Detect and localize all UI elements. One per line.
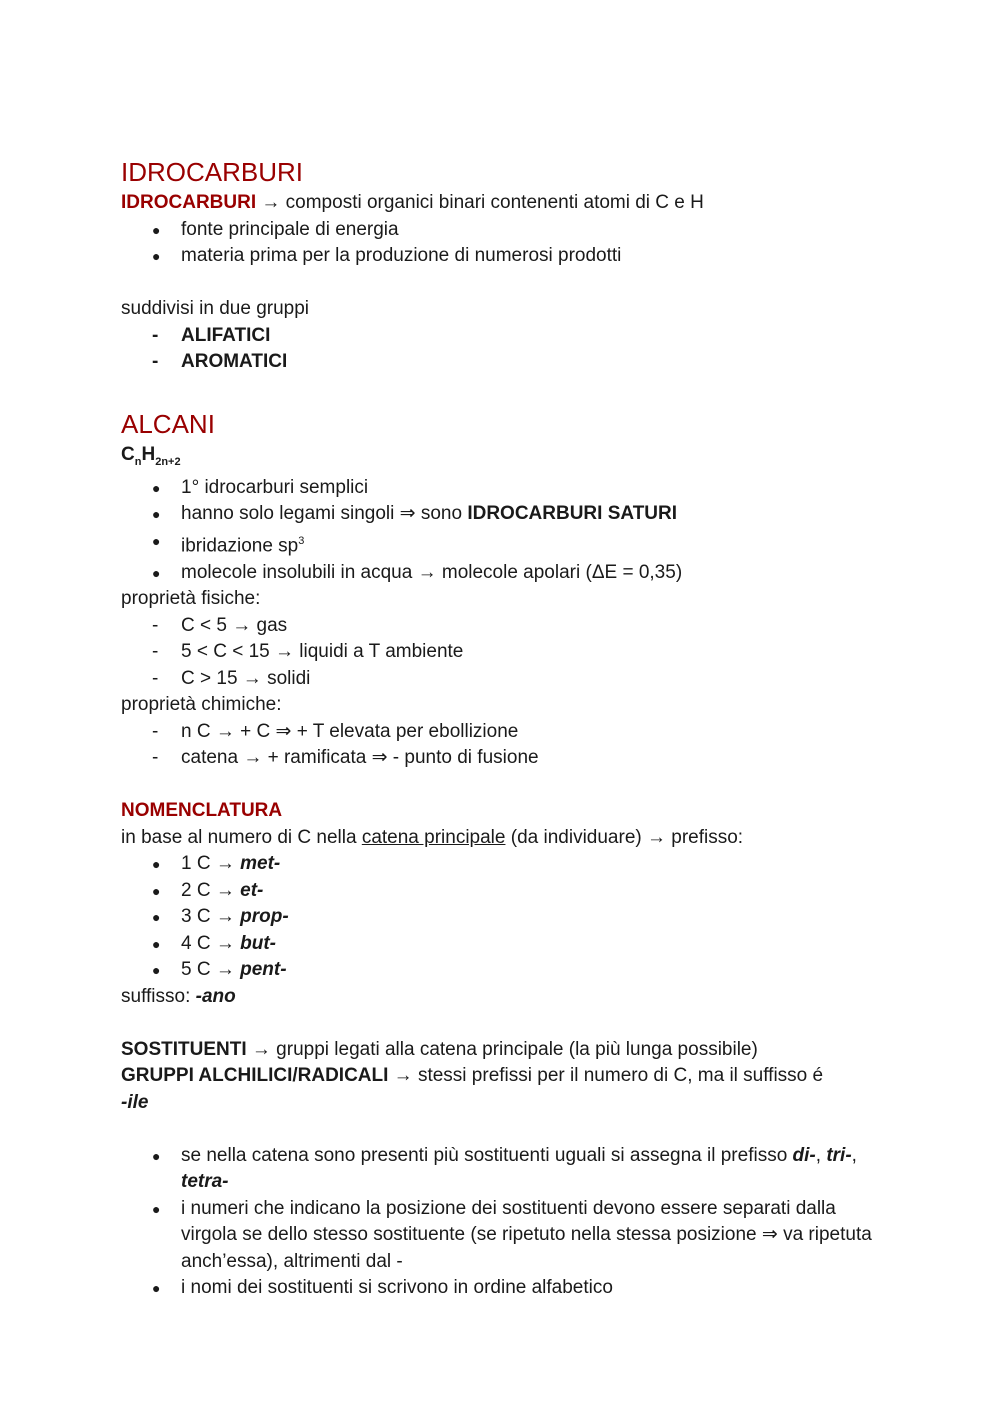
list-item: - catena → + ramificata ⇒ - punto di fusione <box>121 745 891 772</box>
heading-alcani: ALCANI <box>121 408 215 439</box>
bullet-marker: ● <box>152 248 161 264</box>
heading-nomenclatura: NOMENCLATURA <box>121 800 283 822</box>
list-item: ● 1° idrocarburi semplici <box>121 475 891 502</box>
list-item: - C < 5 → gas <box>121 613 891 640</box>
bullet-marker: ● <box>152 935 161 952</box>
list-item: ● i numeri che indicano la posizione dei sostituenti devono essere separati dalla virgola se dello stesso sostituente (se ripetuto nella stessa posizione ⇒ va ripetuta anch’essa), altrimenti dal - <box>152 1197 872 1272</box>
list-item: - n C → + C ⇒ + T elevata per ebollizione <box>121 719 891 746</box>
list-item: ● 2 C → et- <box>121 878 891 905</box>
dash-marker: - <box>152 720 159 742</box>
physical-properties-label: proprietà fisiche: <box>121 588 261 610</box>
prefix-list <box>121 851 891 984</box>
dash-marker: - <box>152 641 159 663</box>
gruppi-alchilici-definition: GRUPPI ALCHILICI/RADICALI → stessi prefissi per il numero di C, ma il suffisso é -ile <box>121 1065 824 1113</box>
bullet-marker: ● <box>152 1200 161 1217</box>
chemical-properties-label: proprietà chimiche: <box>121 694 282 716</box>
dash-marker: - <box>152 324 159 346</box>
bullet-marker: ● <box>152 882 161 899</box>
list-item: ● materia prima per la produzione di numerosi prodotti <box>121 243 891 270</box>
bullet-marker: ● <box>152 856 161 873</box>
list-item: ● hanno solo legami singoli ⇒ sono IDROCARBURI SATURI <box>121 501 891 528</box>
alcani-formula: $C_nH_{2n+2}$ <box>121 443 181 468</box>
def-text: → composti organici binari contenenti atomi di C e H <box>256 192 704 213</box>
list-item: - 5 < C < 15 → liquidi a T ambiente <box>121 639 891 666</box>
dash-marker: - <box>152 667 159 689</box>
rules-list <box>121 1143 891 1302</box>
nomenclatura-intro: in base al numero di C nella catena principale (da individuare) → prefisso: <box>121 826 744 848</box>
sostituenti-definition: SOSTITUENTI → gruppi legati alla catena principale (la più lunga possibile) <box>121 1038 758 1060</box>
list-item: ● 1 C → met- <box>121 851 891 878</box>
list-item: ● molecole insolubili in acqua → molecole apolari (ΔE = 0,35) <box>121 560 891 587</box>
list-item: - ALIFATICI <box>121 323 891 350</box>
bullet-marker: ● <box>152 1147 161 1164</box>
suffix-line: suffisso: -ano <box>121 985 236 1007</box>
idrocarburi-bullets <box>121 217 891 270</box>
bullet-marker: ● <box>152 532 161 549</box>
list-item: ● 5 C → pent- <box>121 957 891 984</box>
list-item: ● se nella catena sono presenti più sostituenti uguali si assegna il prefisso di-, tri-, tetra- <box>152 1144 857 1193</box>
list-item: ● ibridazione $sp^3$ <box>121 528 891 560</box>
dash-marker: - <box>152 747 159 769</box>
idrocarburi-definition <box>121 190 891 217</box>
bullet-marker: ● <box>152 221 161 238</box>
list-item: - C > 15 → solidi <box>121 666 891 693</box>
bullet-marker: ● <box>152 1280 161 1297</box>
dash-marker: - <box>152 614 159 636</box>
chemical-properties-list <box>121 719 891 772</box>
bullet-marker: ● <box>152 479 161 496</box>
heading-idrocarburi: IDROCARBURI <box>121 157 304 187</box>
bullet-marker: ● <box>152 564 161 581</box>
alcani-bullets <box>121 475 891 586</box>
list-item: ● i nomi dei sostituenti si scrivono in ordine alfabetico <box>121 1275 891 1302</box>
list-item: ● fonte principale di energia <box>121 217 891 244</box>
groups-intro: suddivisi in due gruppi <box>121 298 310 319</box>
list-item: ● 3 C → prop- <box>121 904 891 931</box>
groups-list <box>121 323 891 376</box>
dash-marker: - <box>152 351 159 372</box>
physical-properties-list <box>121 613 891 693</box>
list-item: ● 4 C → but- <box>121 931 891 958</box>
list-item: - AROMATICI <box>121 349 891 376</box>
bullet-marker: ● <box>152 506 161 523</box>
bullet-marker: ● <box>152 909 161 926</box>
document-page <box>121 154 891 1302</box>
def-term: IDROCARBURI <box>121 192 257 213</box>
bullet-marker: ● <box>152 962 161 979</box>
